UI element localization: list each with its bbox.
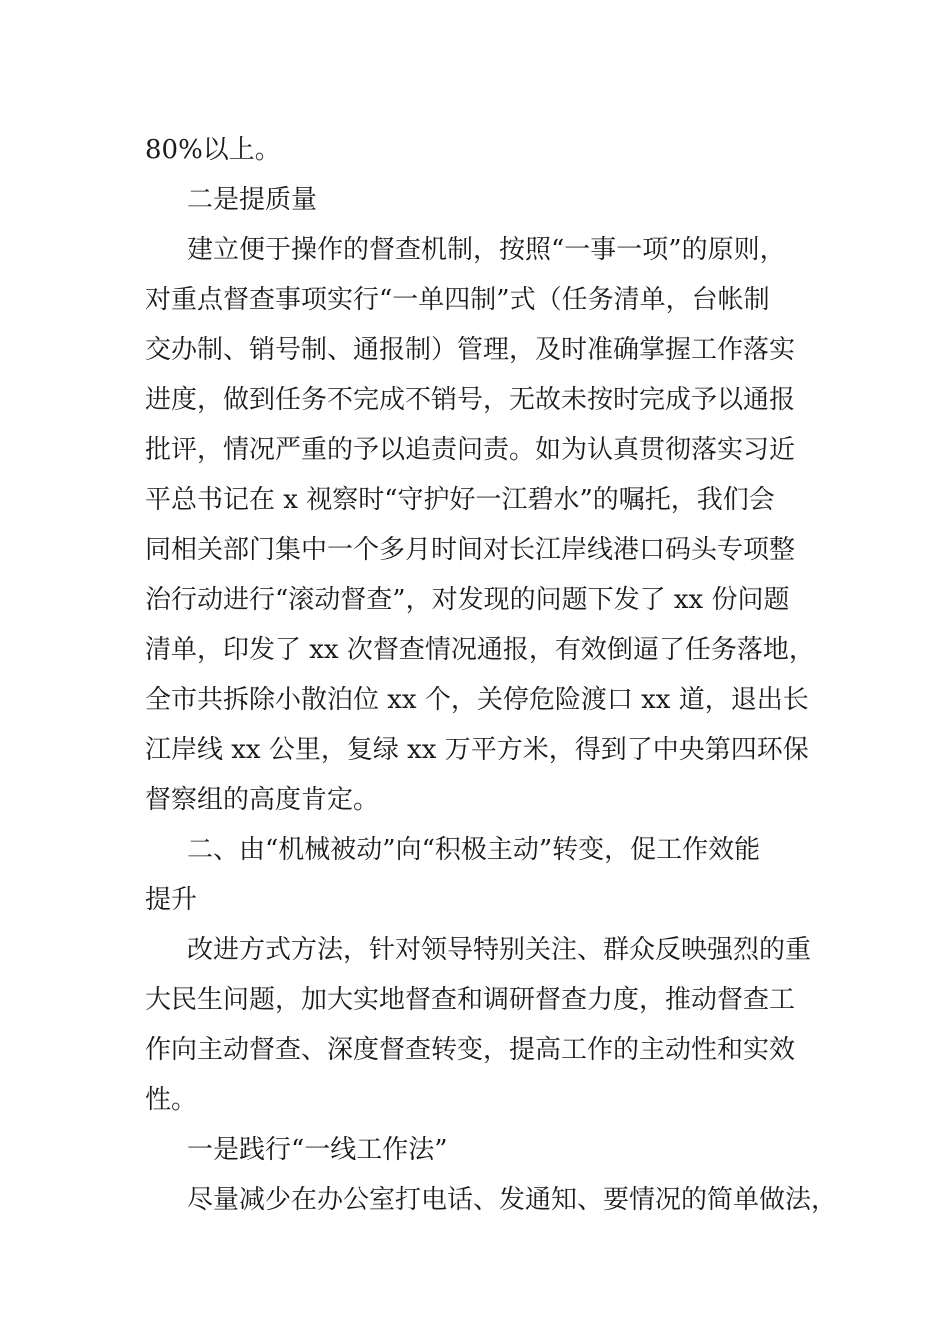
text-line: 督察组的高度肯定。 [145,785,380,815]
text-line: 进度，做到任务不完成不销号，无故未按时完成予以通报 [145,385,796,415]
text-line: 批评，情况严重的予以追责问责。如为认真贯彻落实习近 [145,435,796,465]
text-line: 对重点督查事项实行“一单四制”式（任务清单，台帐制 [145,285,770,315]
section-heading: 二、由“机械被动”向“积极主动”转变，促工作效能 [187,835,761,865]
text-line: 全市共拆除小散泊位 xx 个，关停危险渡口 xx 道，退出长 [145,685,809,715]
text-line: 治行动进行“滚动督查”，对发现的问题下发了 xx 份问题 [145,585,790,615]
text-line: 江岸线 xx 公里，复绿 xx 万平方米，得到了中央第四环保 [145,735,809,765]
text-line: 性。 [145,1085,198,1115]
text-line: 作向主动督查、深度督查转变，提高工作的主动性和实效 [145,1035,796,1065]
section-heading: 二是提质量 [187,185,318,215]
section-heading-continued: 提升 [145,885,198,915]
text-line: 同相关部门集中一个多月时间对长江岸线港口码头专项整 [145,535,796,565]
text-line: 80%以上。 [145,135,281,165]
text-line: 交办制、销号制、通报制）管理，及时准确掌握工作落实 [145,335,796,365]
section-heading: 一是践行“一线工作法” [187,1135,448,1165]
text-line: 尽量减少在办公室打电话、发通知、要情况的简单做法， [187,1185,838,1215]
text-line: 改进方式方法，针对领导特别关注、群众反映强烈的重 [187,935,812,965]
text-line: 平总书记在 x 视察时“守护好一江碧水”的嘱托，我们会 [145,485,775,515]
text-line: 建立便于操作的督查机制，按照“一事一项”的原则， [187,235,786,265]
text-line: 大民生问题，加大实地督查和调研督查力度，推动督查工 [145,985,796,1015]
text-line: 清单，印发了 xx 次督查情况通报，有效倒逼了任务落地， [145,635,815,665]
